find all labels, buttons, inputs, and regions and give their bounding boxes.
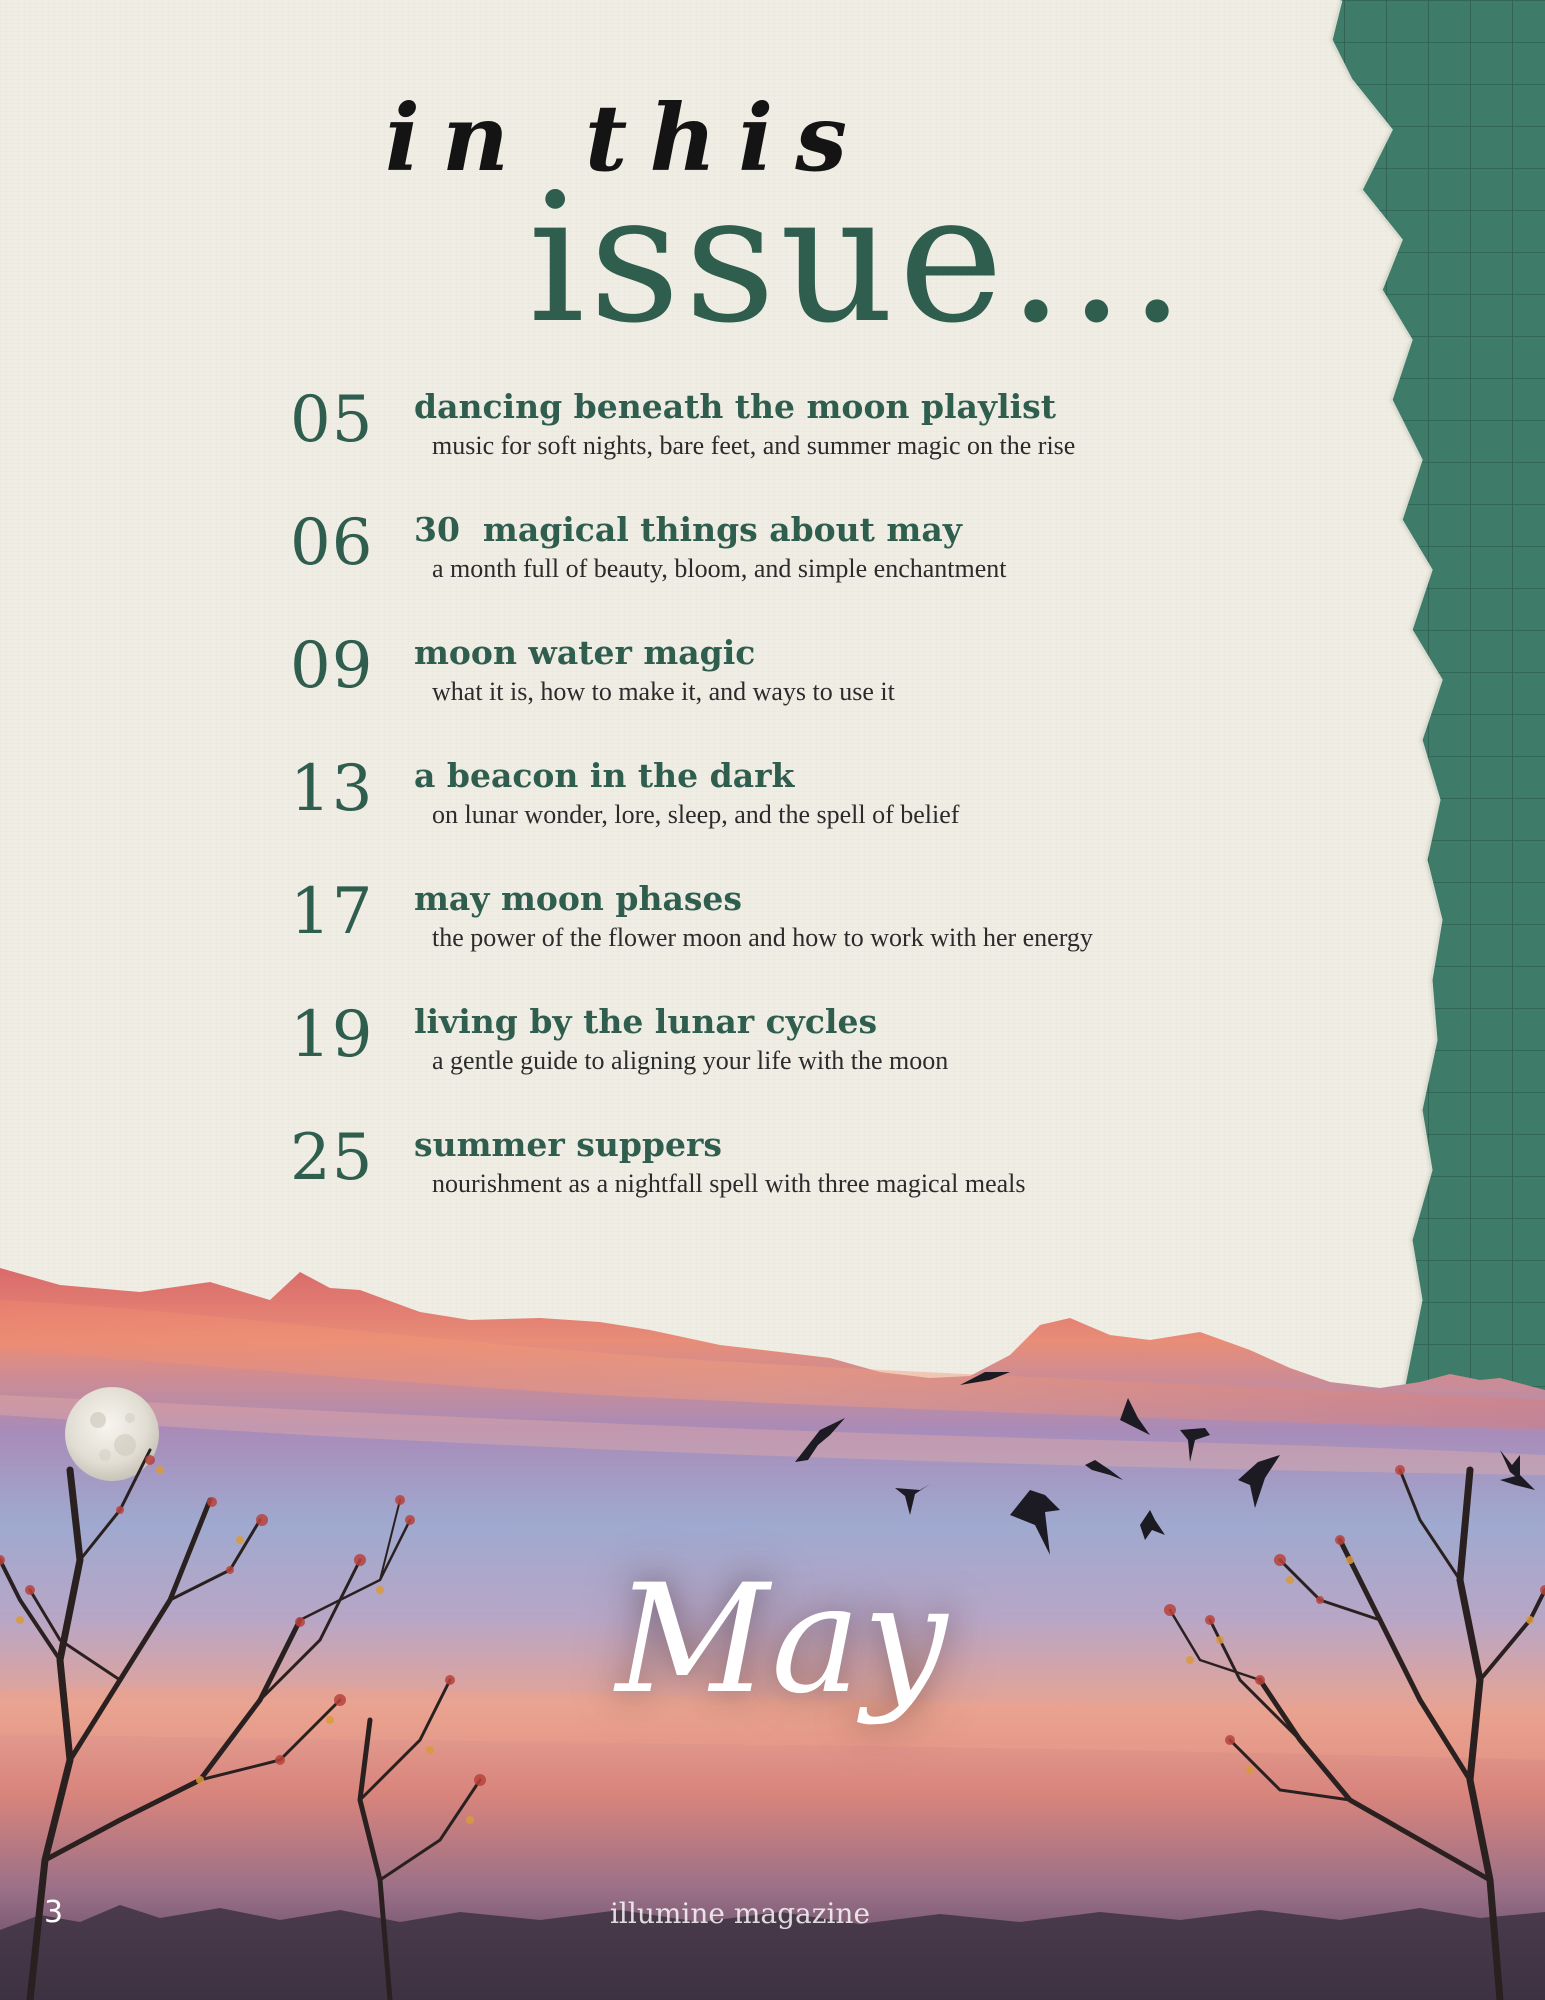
toc-description: a gentle guide to aligning your life with the moon bbox=[432, 1046, 949, 1075]
toc-title: a beacon in the dark bbox=[414, 756, 795, 795]
toc-title: 30 magical things about may bbox=[414, 510, 962, 549]
footer-magazine-name: illumine magazine bbox=[609, 1897, 871, 1930]
toc-item[interactable] bbox=[290, 1121, 1190, 1249]
table-of-contents bbox=[290, 383, 1190, 1249]
toc-item[interactable] bbox=[290, 752, 1190, 880]
toc-description: a month full of beauty, bloom, and simple enchantment bbox=[432, 554, 1007, 583]
toc-item[interactable] bbox=[290, 875, 1190, 1003]
toc-page-number: 19 bbox=[290, 998, 374, 1072]
toc-page-number: 13 bbox=[290, 752, 374, 826]
toc-title: dancing beneath the moon playlist bbox=[414, 387, 1057, 426]
toc-item[interactable] bbox=[290, 506, 1190, 634]
toc-page-number: 05 bbox=[290, 383, 374, 457]
toc-description: music for soft nights, bare feet, and summer magic on the rise bbox=[432, 431, 1076, 460]
month-title: May bbox=[615, 1553, 950, 1727]
toc-description: nourishment as a nightfall spell with three magical meals bbox=[432, 1169, 1026, 1198]
toc-title: summer suppers bbox=[414, 1125, 722, 1164]
toc-item[interactable] bbox=[290, 383, 1190, 511]
toc-title: may moon phases bbox=[414, 879, 742, 918]
toc-page-number: 06 bbox=[290, 506, 374, 580]
toc-description: what it is, how to make it, and ways to use it bbox=[432, 677, 895, 706]
heading-issue: issue... bbox=[528, 155, 1190, 362]
heading-in-this: in this bbox=[385, 84, 869, 192]
full-moon-icon bbox=[65, 1387, 159, 1481]
toc-page-number: 17 bbox=[290, 875, 374, 949]
toc-description: on lunar wonder, lore, sleep, and the spell of belief bbox=[432, 800, 960, 829]
toc-page-number: 09 bbox=[290, 629, 374, 703]
page-number: 3 bbox=[44, 1895, 64, 1930]
toc-title: moon water magic bbox=[414, 633, 756, 672]
toc-description: the power of the flower moon and how to work with her energy bbox=[432, 923, 1093, 952]
toc-item[interactable] bbox=[290, 629, 1190, 757]
toc-title: living by the lunar cycles bbox=[414, 1002, 878, 1041]
toc-page-number: 25 bbox=[290, 1121, 374, 1195]
toc-item[interactable] bbox=[290, 998, 1190, 1126]
